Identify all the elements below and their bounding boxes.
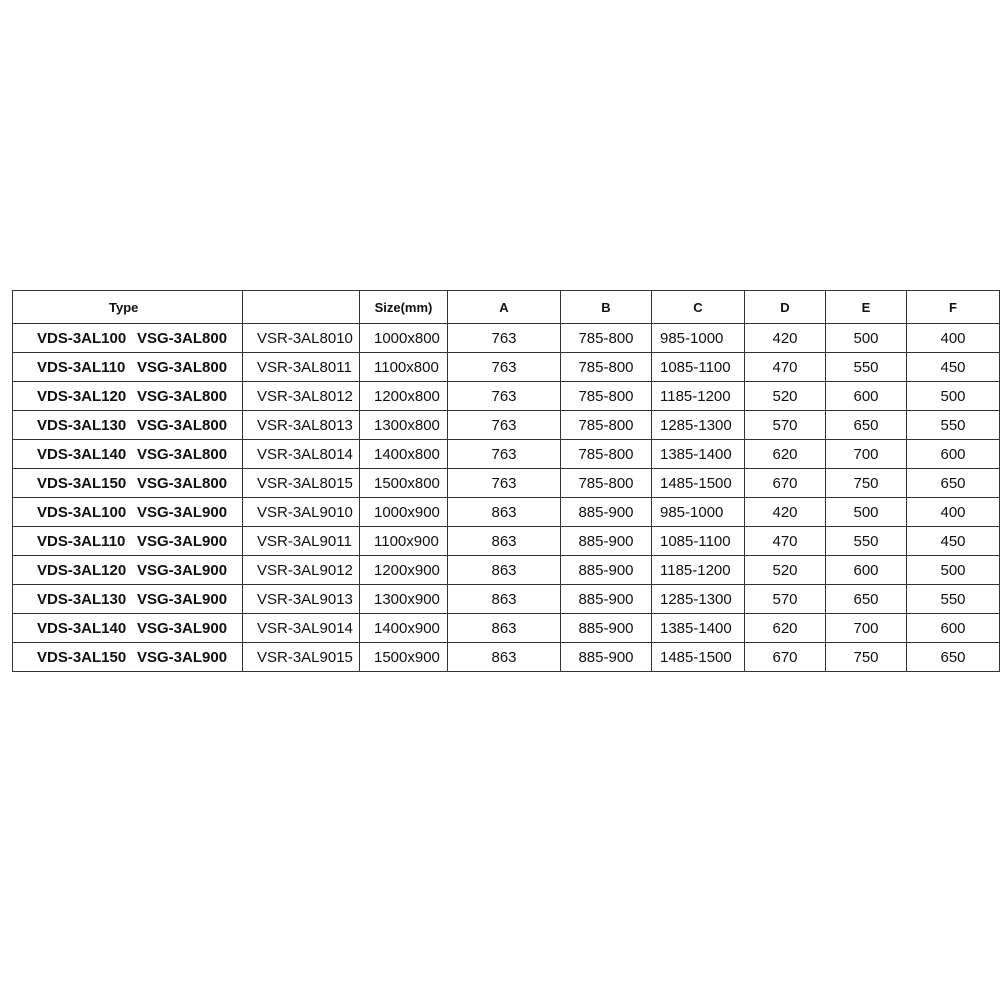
cell-f: 450 (907, 527, 1000, 556)
cell-b: 885-900 (561, 614, 652, 643)
cell-b: 785-800 (561, 440, 652, 469)
vsg-type: VSG-3AL900 (137, 503, 228, 521)
table-row (13, 527, 1000, 556)
cell-e: 750 (826, 643, 907, 672)
cell-f: 550 (907, 411, 1000, 440)
cell-b: 785-800 (561, 411, 652, 440)
cell-d: 670 (745, 469, 826, 498)
cell-e: 700 (826, 440, 907, 469)
cell-type (13, 382, 243, 411)
cell-b: 885-900 (561, 498, 652, 527)
header-b: B (561, 291, 652, 324)
cell-size: 1100x900 (360, 527, 448, 556)
cell-f: 400 (907, 498, 1000, 527)
cell-f: 500 (907, 556, 1000, 585)
table-row (13, 498, 1000, 527)
cell-b: 885-900 (561, 585, 652, 614)
cell-e: 600 (826, 382, 907, 411)
table-row (13, 411, 1000, 440)
cell-model: VSR-3AL8011 (243, 353, 360, 382)
cell-a: 863 (448, 498, 561, 527)
vds-type: VDS-3AL100 (37, 329, 127, 347)
cell-a: 763 (448, 324, 561, 353)
header-row (13, 291, 1000, 324)
cell-size: 1000x900 (360, 498, 448, 527)
cell-type (13, 324, 243, 353)
cell-c: 1285-1300 (652, 585, 745, 614)
cell-a: 763 (448, 411, 561, 440)
cell-a: 863 (448, 643, 561, 672)
cell-a: 863 (448, 556, 561, 585)
cell-d: 620 (745, 614, 826, 643)
vsg-type: VSG-3AL900 (137, 648, 228, 666)
cell-c: 1085-1100 (652, 527, 745, 556)
cell-a: 863 (448, 527, 561, 556)
cell-f: 600 (907, 614, 1000, 643)
cell-type (13, 527, 243, 556)
cell-b: 785-800 (561, 324, 652, 353)
cell-b: 885-900 (561, 556, 652, 585)
cell-a: 763 (448, 353, 561, 382)
vds-type: VDS-3AL110 (37, 532, 126, 550)
vsg-type: VSG-3AL800 (137, 416, 228, 434)
cell-a: 763 (448, 440, 561, 469)
cell-b: 785-800 (561, 353, 652, 382)
cell-e: 650 (826, 411, 907, 440)
cell-a: 763 (448, 469, 561, 498)
cell-size: 1500x900 (360, 643, 448, 672)
cell-model: VSR-3AL8012 (243, 382, 360, 411)
vds-type: VDS-3AL100 (37, 503, 127, 521)
cell-size: 1200x900 (360, 556, 448, 585)
header-a: A (448, 291, 561, 324)
vds-type: VDS-3AL150 (37, 648, 127, 666)
table-row (13, 353, 1000, 382)
cell-type (13, 440, 243, 469)
header-e: E (826, 291, 907, 324)
cell-size: 1400x900 (360, 614, 448, 643)
cell-model: VSR-3AL8015 (243, 469, 360, 498)
cell-c: 985-1000 (652, 498, 745, 527)
cell-d: 670 (745, 643, 826, 672)
cell-type (13, 469, 243, 498)
cell-f: 500 (907, 382, 1000, 411)
vds-type: VDS-3AL150 (37, 474, 127, 492)
cell-e: 600 (826, 556, 907, 585)
vds-type: VDS-3AL130 (37, 416, 127, 434)
header-f: F (907, 291, 1000, 324)
table-row (13, 643, 1000, 672)
cell-size: 1200x800 (360, 382, 448, 411)
cell-e: 650 (826, 585, 907, 614)
cell-type (13, 411, 243, 440)
header-model (243, 291, 360, 324)
table-row (13, 382, 1000, 411)
cell-type (13, 498, 243, 527)
header-c: C (652, 291, 745, 324)
cell-c: 1185-1200 (652, 382, 745, 411)
cell-a: 763 (448, 382, 561, 411)
cell-d: 420 (745, 324, 826, 353)
cell-b: 885-900 (561, 643, 652, 672)
cell-d: 470 (745, 527, 826, 556)
table-row (13, 556, 1000, 585)
vsg-type: VSG-3AL800 (137, 387, 228, 405)
cell-d: 620 (745, 440, 826, 469)
cell-size: 1100x800 (360, 353, 448, 382)
cell-model: VSR-3AL9010 (243, 498, 360, 527)
cell-size: 1500x800 (360, 469, 448, 498)
cell-d: 520 (745, 556, 826, 585)
cell-f: 450 (907, 353, 1000, 382)
cell-size: 1300x900 (360, 585, 448, 614)
header-type: Type (13, 291, 243, 324)
cell-e: 500 (826, 498, 907, 527)
cell-size: 1400x800 (360, 440, 448, 469)
header-d: D (745, 291, 826, 324)
table-row (13, 469, 1000, 498)
vsg-type: VSG-3AL800 (137, 358, 228, 376)
vds-type: VDS-3AL140 (37, 619, 127, 637)
cell-c: 1485-1500 (652, 469, 745, 498)
cell-b: 785-800 (561, 469, 652, 498)
cell-d: 570 (745, 411, 826, 440)
cell-type (13, 585, 243, 614)
cell-c: 1385-1400 (652, 614, 745, 643)
cell-type (13, 614, 243, 643)
vsg-type: VSG-3AL900 (137, 561, 228, 579)
cell-f: 650 (907, 469, 1000, 498)
cell-model: VSR-3AL9013 (243, 585, 360, 614)
cell-d: 570 (745, 585, 826, 614)
table-row (13, 440, 1000, 469)
vsg-type: VSG-3AL800 (137, 329, 228, 347)
spec-table (12, 290, 1000, 672)
cell-d: 470 (745, 353, 826, 382)
vsg-type: VSG-3AL800 (137, 445, 228, 463)
cell-d: 520 (745, 382, 826, 411)
cell-e: 550 (826, 353, 907, 382)
cell-c: 1485-1500 (652, 643, 745, 672)
vds-type: VDS-3AL140 (37, 445, 127, 463)
cell-size: 1300x800 (360, 411, 448, 440)
cell-model: VSR-3AL8013 (243, 411, 360, 440)
vsg-type: VSG-3AL900 (137, 590, 228, 608)
cell-e: 500 (826, 324, 907, 353)
table-row (13, 585, 1000, 614)
vsg-type: VSG-3AL900 (137, 532, 228, 550)
cell-type (13, 556, 243, 585)
cell-type (13, 643, 243, 672)
cell-c: 1285-1300 (652, 411, 745, 440)
cell-model: VSR-3AL9011 (243, 527, 360, 556)
vds-type: VDS-3AL130 (37, 590, 127, 608)
cell-c: 985-1000 (652, 324, 745, 353)
cell-f: 550 (907, 585, 1000, 614)
cell-c: 1085-1100 (652, 353, 745, 382)
cell-f: 400 (907, 324, 1000, 353)
cell-e: 750 (826, 469, 907, 498)
vds-type: VDS-3AL120 (37, 387, 127, 405)
cell-model: VSR-3AL9015 (243, 643, 360, 672)
vds-type: VDS-3AL110 (37, 358, 126, 376)
cell-a: 863 (448, 585, 561, 614)
cell-a: 863 (448, 614, 561, 643)
cell-size: 1000x800 (360, 324, 448, 353)
cell-f: 600 (907, 440, 1000, 469)
vsg-type: VSG-3AL800 (137, 474, 228, 492)
cell-type (13, 353, 243, 382)
table-row (13, 324, 1000, 353)
cell-b: 785-800 (561, 382, 652, 411)
cell-d: 420 (745, 498, 826, 527)
cell-f: 650 (907, 643, 1000, 672)
table-row (13, 614, 1000, 643)
cell-model: VSR-3AL9012 (243, 556, 360, 585)
vds-type: VDS-3AL120 (37, 561, 127, 579)
cell-e: 550 (826, 527, 907, 556)
cell-model: VSR-3AL8010 (243, 324, 360, 353)
vsg-type: VSG-3AL900 (137, 619, 228, 637)
cell-c: 1385-1400 (652, 440, 745, 469)
header-size: Size(mm) (360, 291, 448, 324)
cell-e: 700 (826, 614, 907, 643)
cell-b: 885-900 (561, 527, 652, 556)
cell-model: VSR-3AL8014 (243, 440, 360, 469)
cell-model: VSR-3AL9014 (243, 614, 360, 643)
cell-c: 1185-1200 (652, 556, 745, 585)
